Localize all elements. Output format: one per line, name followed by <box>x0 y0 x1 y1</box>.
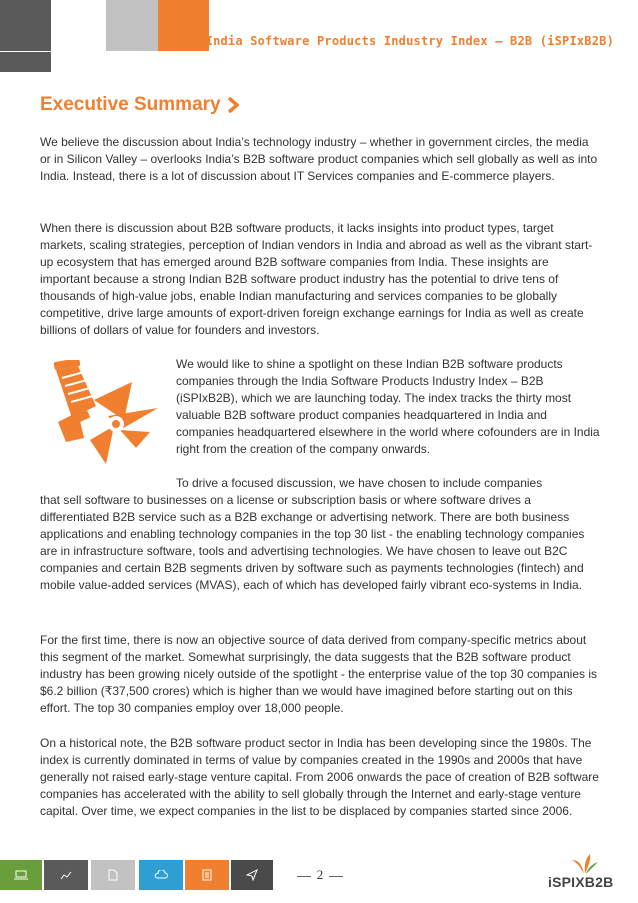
laptop-icon <box>14 870 28 880</box>
send-icon <box>246 869 258 881</box>
header-title: India Software Products Industry Index – B2B (iSPIxB2B) <box>205 34 614 48</box>
corner-block-dark-lower <box>0 52 51 72</box>
list-icon <box>202 869 212 881</box>
paragraph-history <box>40 735 600 820</box>
dash-left <box>297 876 311 877</box>
logo-text: iSPIXB2B <box>548 874 614 890</box>
paragraph-intro <box>40 134 600 185</box>
corner-block-dark <box>0 0 51 51</box>
cloud-icon <box>154 870 168 880</box>
footer-tab-send[interactable] <box>231 860 273 890</box>
paragraph-text: When there is discussion about B2B software products, it lacks insights into product types, target markets, scaling strategies, perception of Indian vendors in India and abroad as well as the vibrant start-up ecosystem that has emerged around B2B software companies from India. These insights are important because a strong Indian B2B software product industry has the potential to drive tens of thousands of high-value jobs, enable Indian manufacturing and services companies to be globally competitive, drive large amounts of export-driven foreign exchange earnings for India as well as create billions of dollars of value for founders and investors. <box>40 221 593 337</box>
paragraph-spotlight: We would like to shine a spotlight on these Indian B2B software products companies through the India Software Products Industry Index – B2B (iSPIxB2B), which we are launching today. The index tracks the thirty most valuable B2B software product companies headquartered in India and companies headquartered elsewhere in the world where cofounders are in India right from the creation of the company onwards. <box>176 357 600 456</box>
spotlight-icon <box>50 360 180 475</box>
document-icon <box>108 869 118 881</box>
footer <box>0 860 638 903</box>
page-number <box>290 867 350 883</box>
paragraph-focus-rest: that sell software to businesses on a license or subscription basis or where software drives a differentiated B2B service such as a B2B exchange or advertising network. There are both business applications and enabling technology companies in the top 30 list - the enabling technology companies are in infrastructure software, tools and advertising technologies. We have chosen to leave out B2C companies and certain B2B segments driven by software such as payments technologies (fintech) and mobile value-added services (MVAS), each of which has developed fairly vibrant eco-systems in India. <box>40 493 585 592</box>
chevron-right-icon <box>227 97 239 113</box>
page-number-text: 2 <box>316 867 324 882</box>
leaf-logo-icon <box>570 852 600 876</box>
paragraph-focus-start: To drive a focused discussion, we have chosen to include companies <box>176 476 543 490</box>
footer-tab-laptop[interactable] <box>0 860 42 890</box>
paragraph-text: On a historical note, the B2B software product sector in India has been developing since the 1980s. The index is currently dominated in terms of value by companies created in the 1990s and 2000s that have generally not raised early-stage venture capital. From 2006 onwards the pace of creation of B2B software companies has accelerated with the ability to sell globally through the Internet and early-stage venture capital. Over time, we expect companies in the list to be displaced by companies started since 2006. <box>40 736 599 818</box>
dash-right <box>329 876 343 877</box>
paragraph-text: We believe the discussion about India’s technology industry – whether in government circles, the media or in Silicon Valley – overlooks India’s B2B software product companies which sell globally as well as into India. Instead, there is a lot of discussion about IT Services companies and E-commerce players. <box>40 135 598 183</box>
corner-block-gray <box>106 0 158 51</box>
paragraph-insights <box>40 220 600 339</box>
paragraph-data <box>40 632 600 717</box>
footer-tab-chart[interactable] <box>44 860 88 890</box>
footer-tab-document[interactable] <box>91 860 135 890</box>
paragraph-text: For the first time, there is now an objective source of data derived from company-specific metrics about this segment of the market. Somewhat surprisingly, the data suggests that the B2B software product industry has been growing nicely outside of the spotlight - the enterprise value of the top 30 companies is $6.2 billion (₹37,500 crores) which is higher than we would have imagined before starting out on this effort. The top 30 companies employ over 18,000 people. <box>40 633 597 715</box>
corner-block-orange <box>158 0 209 51</box>
footer-tab-cloud[interactable] <box>139 860 183 890</box>
section-title-text: Executive Summary <box>40 94 221 115</box>
section-title <box>40 94 239 116</box>
ispix-logo <box>548 852 622 898</box>
footer-tab-list[interactable] <box>185 860 229 890</box>
spotlight-block <box>40 356 600 594</box>
chart-icon <box>60 870 72 880</box>
